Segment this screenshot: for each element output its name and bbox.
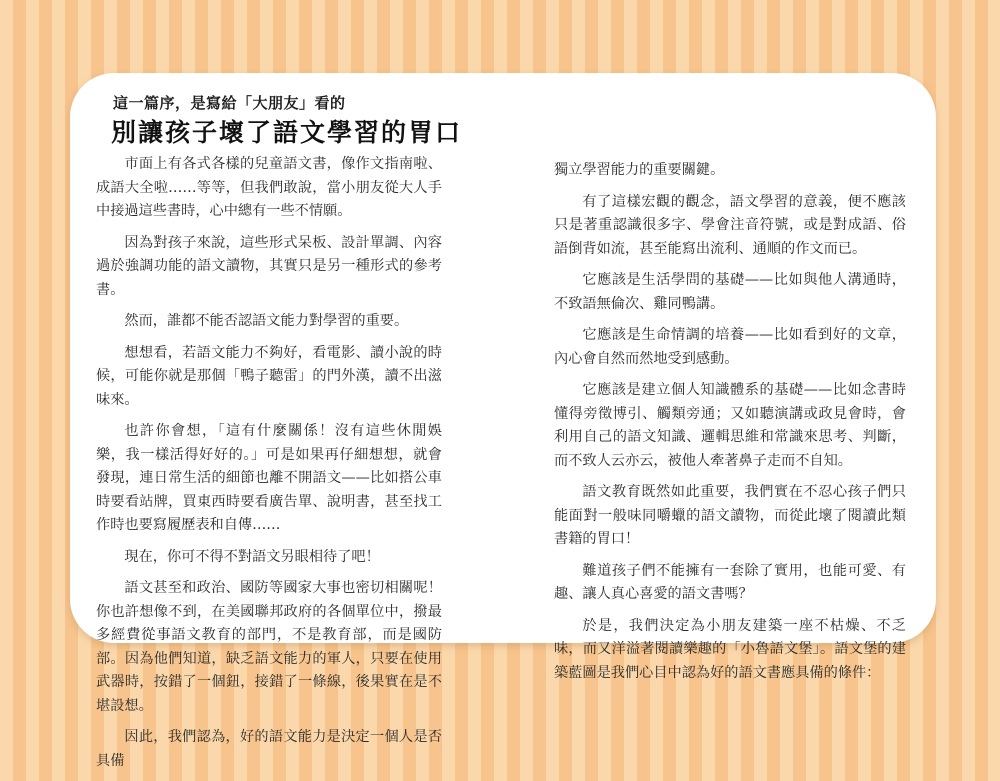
preface-title: 別讓孩子壞了語文學習的胃口 — [111, 118, 463, 147]
right-text-column — [554, 159, 906, 693]
paragraph: 語文教育既然如此重要，我們實在不忍心孩子們只能面對一般味同嚼蠟的語文讀物，而從此壞了閱讀此類書籍的胃口！ — [554, 484, 906, 547]
paragraph: 市面上有各式各樣的兒童語文書，像作文指南啦、成語大全啦……等等，但我們敢說，當小朋友從大人手中接過這些書時，心中總有一些不情願。 — [96, 156, 442, 219]
paragraph-continued: 獨立學習能力的重要關鍵。 — [554, 162, 725, 178]
paragraph: 因此，我們認為，好的語文能力是決定一個人是否具備 — [96, 729, 442, 769]
paragraph: 它應該是生命情調的培養——比如看到好的文章，內心會自然而然地受到感動。 — [554, 327, 906, 367]
paragraph: 想想看，若語文能力不夠好，看電影、讀小說的時候，可能你就是那個「鴨子聽雷」的門外漢，讀不出滋味來。 — [96, 344, 442, 408]
paragraph: 有了這樣宏觀的觀念，語文學習的意義，便不應該只是著重認識很多字、學會注音符號，或是對成語、俗語倒背如流，甚至能寫出流利、通順的作文而已。 — [554, 193, 906, 257]
paragraph: 語文甚至和政治、國防等國家大事也密切相關呢！你也許想像不到，在美國聯邦政府的各個單位中，撥最多經費從事語文教育的部門，不是教育部，而是國防部。因為他們知道，缺乏語文能力的軍人，只要在使用武器時，按錯了一個鈕，接錯了一條線，後果實在是不堪設想。 — [96, 580, 442, 714]
paragraph: 也許你會想，「這有什麼關係！沒有這些休閒娛樂，我一樣活得好好的。」可是如果再仔細想想，就會發現，連日常生活的細節也離不開語文——比如搭公車時要看站牌，買東西時要看廣告單、說明書，甚至找工作時也要寫履歷表和自傳…… — [96, 423, 442, 533]
paragraph: 於是，我們決定為小朋友建築一座不枯燥、不乏味，而又洋溢著閱讀樂趣的「小魯語文堡」。語文堡的建築藍圖是我們心目中認為好的語文書應具備的條件： — [554, 617, 906, 681]
paragraph: 難道孩子們不能擁有一套除了實用，也能可愛、有趣、讓人真心喜愛的語文書嗎？ — [554, 562, 906, 602]
preface-subtitle: 這一篇序，是寫給「大朋友」看的 — [113, 94, 346, 112]
paragraph: 它應該是生活學問的基礎——比如與他人溝通時，不致語無倫次、雞同鴨講。 — [554, 272, 906, 312]
paragraph: 因為對孩子來說，這些形式呆板、設計單調、內容過於強調功能的語文讀物，其實只是另一種形式的參考書。 — [96, 234, 442, 298]
paragraph: 然而，誰都不能否認語文能力對學習的重要。 — [124, 313, 409, 329]
paragraph: 它應該是建立個人知識體系的基礎——比如念書時懂得旁徵博引、觸類旁通；又如聽演講或政見會時，會利用自己的語文知識、邏輯思維和常識來思考、判斷，而不致人云亦云，被他人牽著鼻子走而不自知。 — [554, 382, 906, 469]
left-text-column — [96, 153, 442, 781]
paragraph: 現在，你可不得不對語文另眼相待了吧！ — [124, 548, 380, 565]
